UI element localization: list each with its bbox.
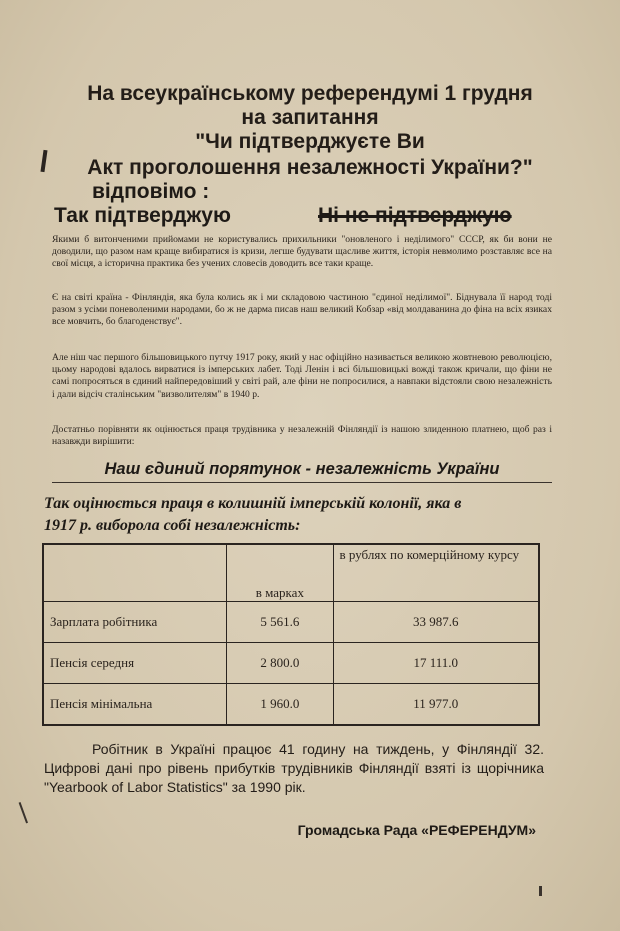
margin-ink-mark xyxy=(19,799,38,824)
value-rubles: 33 987.6 xyxy=(333,602,539,643)
table-header-row xyxy=(43,544,539,602)
row-label: Пенсія мінімальна xyxy=(43,684,227,726)
signature: Громадська Рада «РЕФЕРЕНДУМ» xyxy=(297,822,536,838)
table-header-rubles: в рублях по комерційному курсу xyxy=(333,544,539,602)
wages-table xyxy=(42,543,540,726)
value-marks: 5 561.6 xyxy=(227,602,333,643)
table-intro-line-2: 1917 р. виборола собі незалежність: xyxy=(44,517,301,534)
headline-line-2: на запитання xyxy=(241,106,379,129)
paragraph-3: Але ніш час першого більшовицького путчу 1917 року, який у нас офіційно називається великою жовтневою революцією, цьому народові вдалось вирватися із імперських лабет. Тоді Ленін і всі більшовицькі вожді також кричали, що фіни не самі попросяться в єдиний найпередовіший у світі рай, але фіни не попросилися, а навпаки відстояли свою незалежність і дали відсіч сталінським "визволителям" в 1940 р. xyxy=(52,352,552,400)
table-header-marks: в марках xyxy=(227,544,333,602)
answer-yes: Так підтверджую xyxy=(54,204,231,227)
headline-line-4: Акт проголошення незалежності України?" xyxy=(87,156,533,179)
value-marks: 2 800.0 xyxy=(227,643,333,684)
table-header-empty xyxy=(43,544,227,602)
paragraph-2: Є на світі країна - Фінляндія, яка була колись як і ми складовою частиною "єдиної неділимої". Біднувала її народ тоді разом з усіми поневоленими народами, бо ж не дарма писав наш великий Кобзар «від молдаванина до фіна на всіх язиках все мовчить, бо благоденствує". xyxy=(52,292,552,328)
row-label: Зарплата робітника xyxy=(43,602,227,643)
headline-line-3: "Чи підтверджуєте Ви xyxy=(195,130,425,153)
value-rubles: 11 977.0 xyxy=(333,684,539,726)
answer-no-struck: Ні не підтверджую xyxy=(318,204,512,227)
table-row xyxy=(43,643,539,684)
row-label: Пенсія середня xyxy=(43,643,227,684)
table-row xyxy=(43,602,539,643)
value-marks: 1 960.0 xyxy=(227,684,333,726)
ink-speck xyxy=(539,886,542,896)
paragraph-4: Достатньо порівняти як оцінюється праця трудівника у незалежній Фінляндії із нашою злиденною платнею, щоб раз і назавжди вирішити: xyxy=(52,424,552,448)
answer-intro: відповімо : xyxy=(92,180,210,203)
footer-text: Робітник в Україні працює 41 годину на тиждень, у Фінляндії 32. Цифрові дані про рівень прибутків трудівників Фінляндії взяті із щорічника "Yearbook of Labor Statistics" за 1990 рік. xyxy=(44,741,544,795)
headline-line-1: На всеукраїнському референдумі 1 грудня xyxy=(87,82,533,105)
paragraph-1: Якими б витонченими прийомами не користувались прихильники "оновленого і неділимого" СССР, як би вони не доводили, що разом нам краще вибиратися із кризи, легше будувати щасливе життя, історія невмолимо розставляє все на свої місця, а історична практика без учених словесів доводить все таки краще. xyxy=(52,234,552,270)
footer-paragraph xyxy=(44,740,544,797)
table-row xyxy=(43,684,539,726)
value-rubles: 17 111.0 xyxy=(333,643,539,684)
table-intro-line-1: Так оцінюється праця в колишній імперській колонії, яка в xyxy=(44,495,462,512)
slogan: Наш єдиний порятунок - незалежність України xyxy=(52,460,552,483)
